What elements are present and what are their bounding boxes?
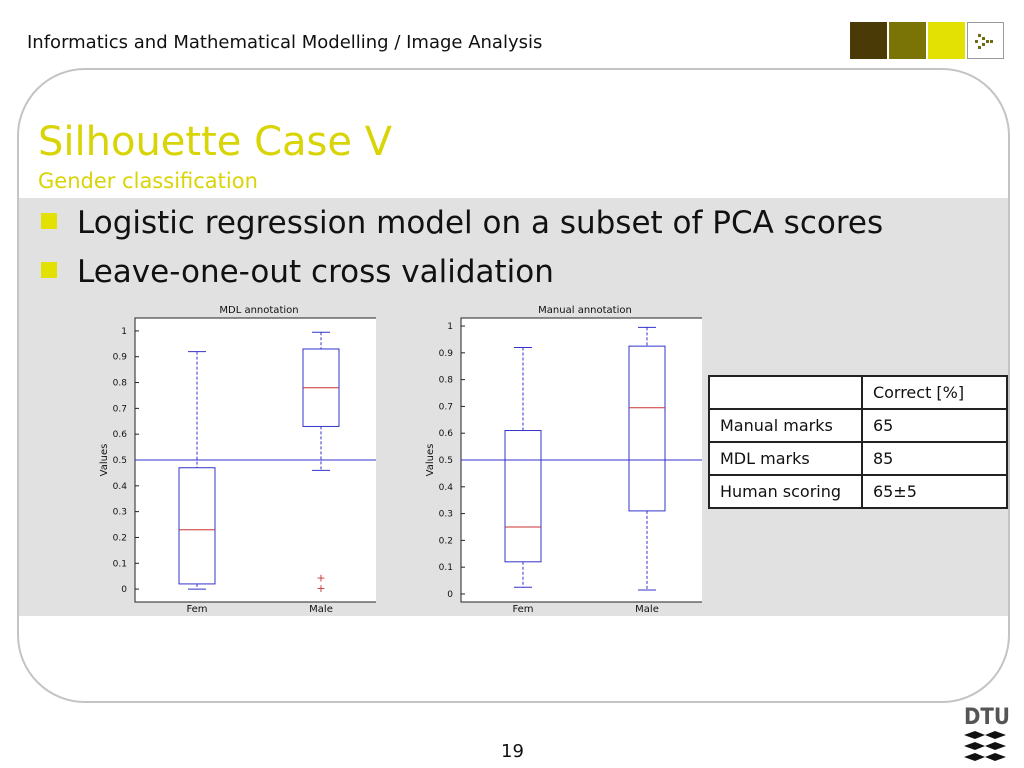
table-header-cell [709, 376, 862, 409]
table-header-row [709, 376, 1007, 409]
bullet-text: Leave-one-out cross validation [77, 254, 554, 290]
y-tick-label: 0.1 [438, 563, 453, 574]
bullet-item [41, 205, 883, 241]
header-title: Informatics and Mathematical Modelling / Image Analysis [27, 32, 543, 53]
table-cell: 85 [862, 442, 1007, 475]
y-tick-label: 0 [447, 589, 453, 600]
outlier-marker: + [316, 571, 326, 585]
y-tick-label: 0.4 [438, 482, 453, 493]
slide-subtitle: Gender classification [38, 169, 258, 193]
y-tick-label: 0.5 [438, 456, 453, 466]
bullet-item [41, 254, 554, 290]
x-tick-label: Male [309, 604, 333, 615]
y-tick-label: 0.3 [438, 509, 453, 520]
table-cell: MDL marks [709, 442, 862, 475]
page-number: 19 [501, 741, 524, 762]
y-tick-label: 1 [121, 326, 127, 337]
chart-title: Manual annotation [538, 305, 632, 316]
table-header-cell: Correct [%] [862, 376, 1007, 409]
y-axis-label: Values [99, 443, 110, 477]
y-tick-label: 0.1 [112, 559, 127, 570]
results-table [708, 375, 1008, 509]
table-cell: Human scoring [709, 475, 862, 508]
table-cell: Manual marks [709, 409, 862, 442]
dtu-logo [961, 697, 1013, 767]
bullet-square-icon [41, 213, 57, 229]
table-cell: 65±5 [862, 475, 1007, 508]
table-row [709, 442, 1007, 475]
x-tick-label: Male [635, 604, 659, 615]
dotted-arrow-icon [968, 23, 1003, 58]
dtu-logo-text: DTU [964, 705, 1010, 730]
y-axis-label: Values [425, 443, 436, 477]
header-square-yellow [928, 22, 965, 59]
chart-title: MDL annotation [219, 305, 299, 316]
y-tick-label: 0.7 [112, 404, 127, 415]
slide-title: Silhouette Case V [38, 119, 393, 165]
y-tick-label: 0.6 [112, 430, 127, 441]
y-tick-label: 0.9 [112, 352, 127, 363]
y-tick-label: 0.4 [112, 481, 127, 492]
header-square-dark [850, 22, 887, 59]
y-tick-label: 0.7 [438, 402, 453, 413]
table-row [709, 475, 1007, 508]
boxplot-manual-annotation [412, 299, 702, 619]
y-tick-label: 0.2 [438, 536, 453, 547]
next-arrow-button[interactable] [967, 22, 1004, 59]
table-cell: 65 [862, 409, 1007, 442]
y-tick-label: 0.9 [438, 348, 453, 359]
y-tick-label: 0.6 [438, 429, 453, 440]
slide-frame [17, 68, 1010, 703]
y-tick-label: 0 [121, 585, 127, 596]
outlier-marker: + [316, 581, 326, 595]
bullet-text: Logistic regression model on a subset of PCA scores [77, 205, 884, 241]
y-tick-label: 0.2 [112, 533, 127, 544]
table-row [709, 409, 1007, 442]
y-tick-label: 1 [447, 322, 453, 333]
y-tick-label: 0.8 [112, 378, 127, 389]
boxplot-mdl-annotation [86, 299, 376, 619]
x-tick-label: Fem [186, 604, 208, 615]
x-tick-label: Fem [512, 604, 534, 615]
y-tick-label: 0.8 [438, 375, 453, 386]
y-tick-label: 0.3 [112, 507, 127, 518]
header-square-olive [889, 22, 926, 59]
bullet-square-icon [41, 262, 57, 278]
y-tick-label: 0.5 [112, 456, 127, 466]
